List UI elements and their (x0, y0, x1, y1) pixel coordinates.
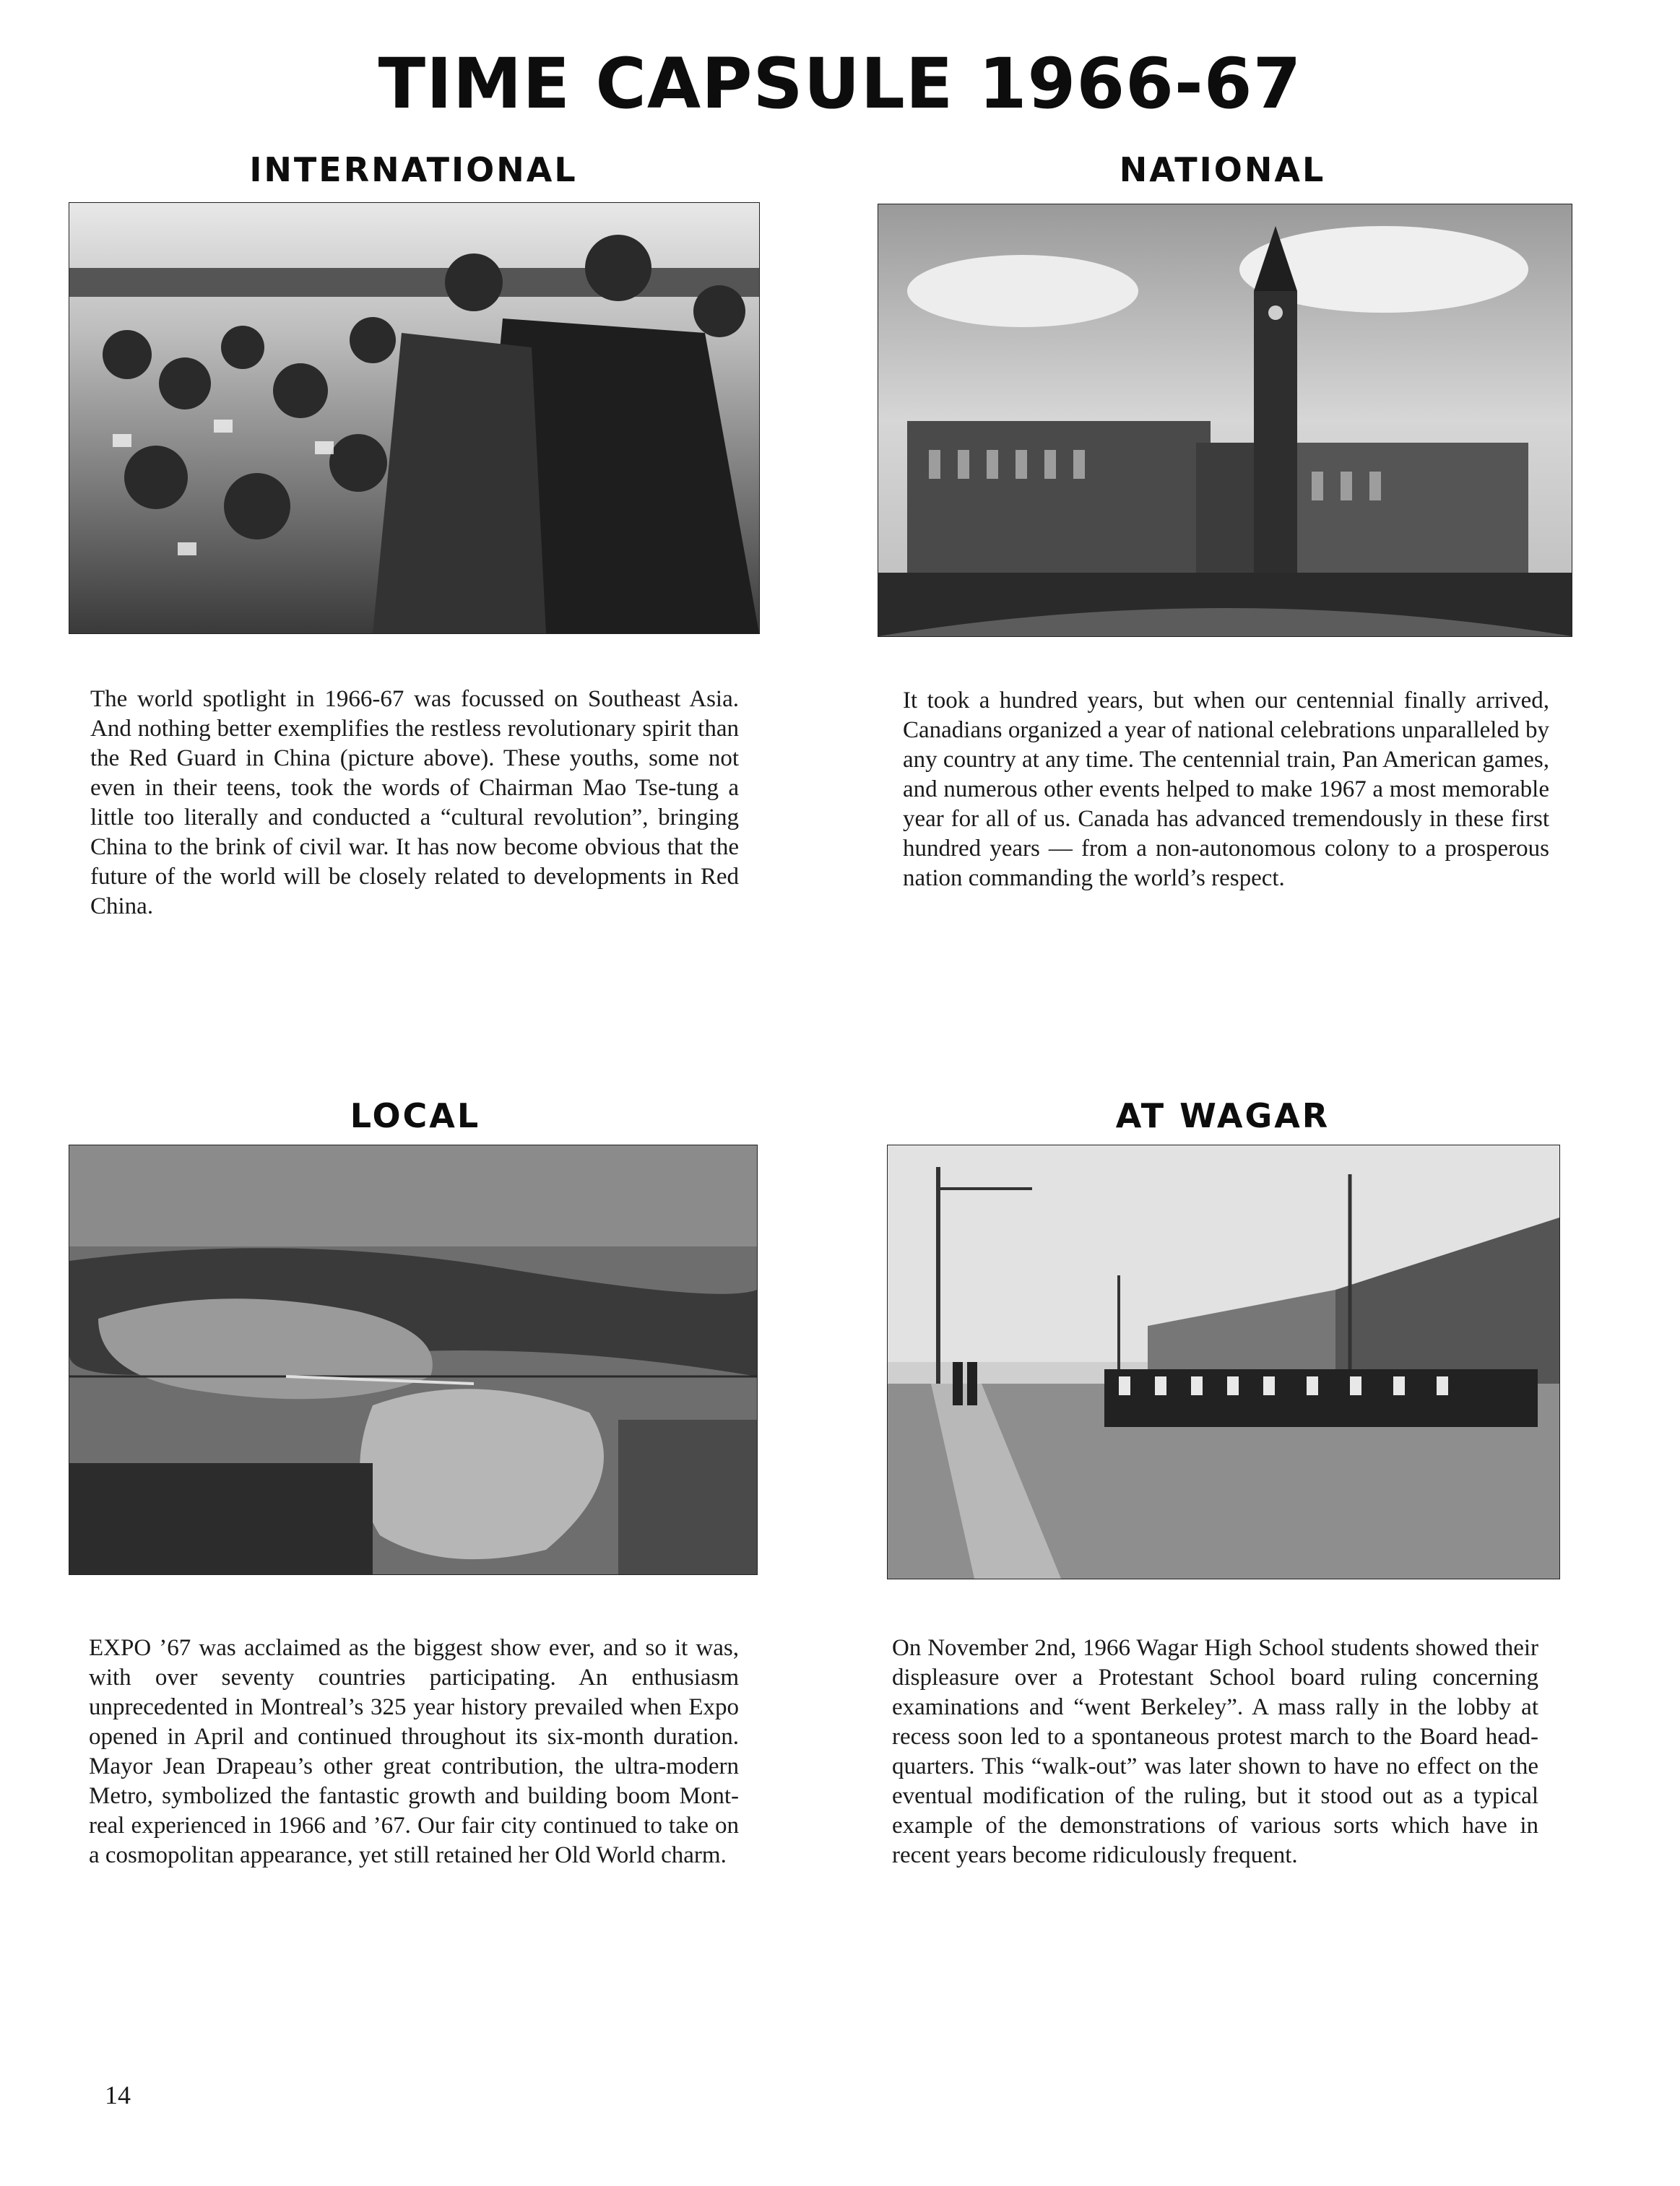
photo-red-guard (69, 202, 760, 634)
page-title: TIME CAPSULE 1966-67 (378, 43, 1302, 124)
heading-local: LOCAL (350, 1096, 481, 1135)
text-international: The world spotlight in 1966-67 was focussed on Southeast Asia. And nothing better exemplifies the restless revolutionary spirit than the Red Guard in China (picture above). These youths, some not even in their teens, took the words of Chairman Mao Tse-tung a little too literally and conducted a “cultural revolution”, bringing China to the brink of civil war. It has now become obvious that the future of the world will be closely related to developments in Red China. (90, 686, 739, 919)
page-number: 14 (105, 2081, 131, 2109)
photo-expo (69, 1145, 758, 1575)
text-national: It took a hundred years, but when our centennial finally arrived, Canadians organized a year of national celebrations unparalleled by any country at any time. The centennial train, Pan American games, and numerous other events helped to make 1967 a most memorable year for all of us. Canada has advanced tremendously in these first hundred years — from a non-autonomous colony to a prosperous nation commanding the world’s respect. (903, 688, 1549, 891)
photo-parliament (878, 204, 1572, 637)
heading-wagar: AT WAGAR (1115, 1096, 1330, 1135)
text-local: EXPO ’67 was acclaimed as the biggest show ever, and so it was, with over seventy countries participating. An enthusiasm unprecedented in Montreal’s 325 year history prevailed when Expo opened in April and continued throughout its six-month duration. Mayor Jean Drapeau’s other great contribution, the ultra-modern Metro, symbolized the fantastic growth and building boom Montreal experienced in 1966 and ’67. Our fair city continued to take on a cosmopolitan appearance, yet still retained her Old World charm. (89, 1635, 739, 1868)
heading-national: NATIONAL (1119, 150, 1326, 189)
photo-walkout (887, 1145, 1560, 1579)
text-wagar: On November 2nd, 1966 Wagar High School students showed their displeasure over a Protestant School board ruling concerning examinations and “went Berkeley”. A mass rally in the lobby at recess soon led to a spontaneous protest march to the Board headquarters. This “walk-out” was later shown to have no effect on the eventual modification of the ruling, but it stood out as a typical example of the demonstrations of various sorts which have in recent years become ridiculously frequent. (892, 1635, 1538, 1868)
heading-international: INTERNATIONAL (249, 150, 578, 189)
